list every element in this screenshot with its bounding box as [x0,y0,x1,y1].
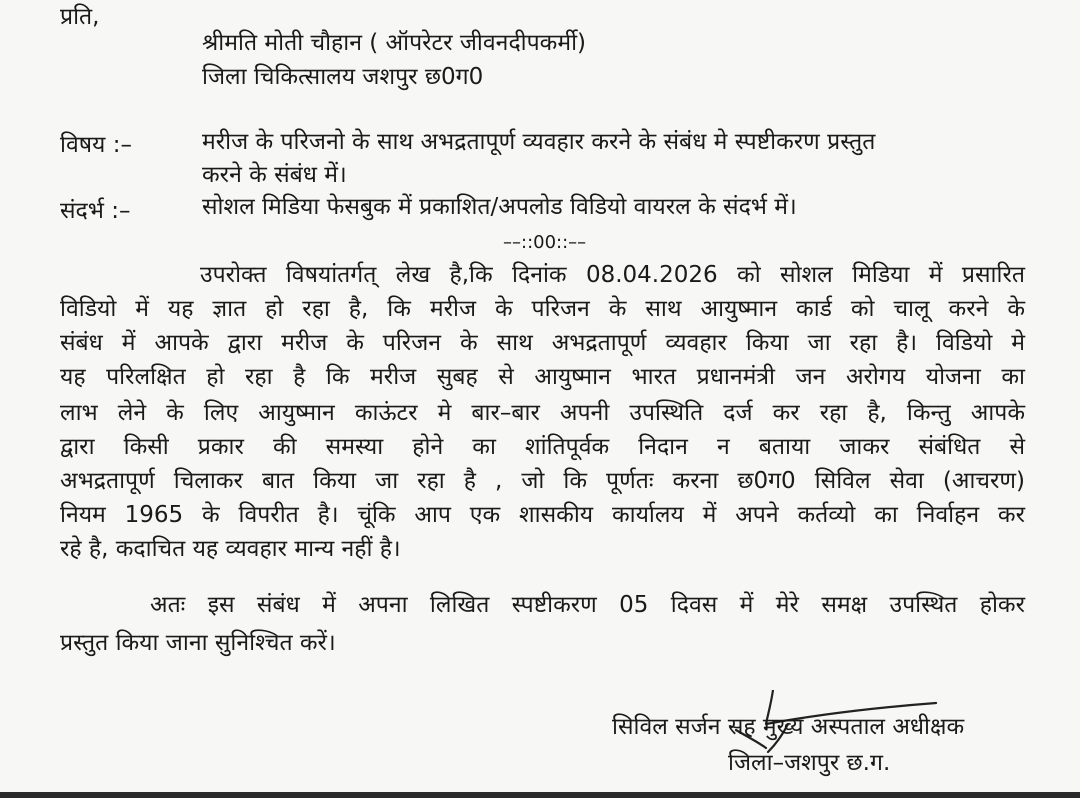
separator: ––::00::–– [503,232,587,253]
paragraph-line: अभद्रतापूर्ण चिलाकर बात किया जा रहा है , जो कि पूर्णतः करना छ0ग0 सिविल सेवा (आचरण) [60,468,1025,494]
paragraph-line: द्वारा किसी प्रकार की समस्या होने का शांतिपूर्वक निदान न बताया जाकर संबंधित से [60,434,1026,460]
paragraph-line: उपरोक्त विषयांतर्गत् लेख है,कि दिनांक 08.04.2026 को सोशल मिडिया में प्रसारित [200,262,1025,288]
recipient-name: श्रीमति मोती चौहान ( ऑपरेटर जीवनदीपकर्मी) [202,30,587,56]
signatory-designation: सिविल सर्जन सह मुख्य अस्पताल अधीक्षक [612,714,965,740]
reference-text: सोशल मिडिया फेसबुक में प्रकाशित/अपलोड विडियो वायरल के संदर्भ में। [202,194,797,220]
paragraph-line: संबंध में आपके द्वारा मरीज के परिजन के साथ अभद्रतापूर्ण व्यवहार किया जा रहा है। विडियो मे [60,330,1025,356]
to-label: प्रति, [60,4,100,30]
paragraph-line: अतः इस संबंध में अपना लिखित स्पष्टीकरण 05 दिवस में मेरे समक्ष उपस्थित होकर [150,592,1025,618]
paragraph-line: नियम 1965 के विपरीत है। चूंकि आप एक शासकीय कार्यालय में अपने कर्तव्यो का निर्वाहन कर [60,502,1025,528]
subject-line-1: मरीज के परिजनो के साथ अभद्रतापूर्ण व्यवहार करने के संबंध मे स्पष्टीकरण प्रस्तुत [202,129,876,155]
paragraph-line: यह परिलक्षित हो रहा है कि मरीज सुबह से आयुष्मान भारत प्रधानमंत्री जन अरोगय योजना का [60,364,1025,390]
paragraph-line: प्रस्तुत किया जाना सुनिश्चित करें। [60,630,336,656]
recipient-address: जिला चिकित्सालय जशपुर छ0ग0 [202,64,484,90]
paragraph-line: लाभ लेने के लिए आयुष्मान काऊंटर मे बार–बार अपनी उपस्थिति दर्ज कर रहा है, किन्तु आपके [60,400,1025,426]
bottom-edge-bar [0,792,1080,798]
paragraph-line: विडियो में यह ज्ञात हो रहा है, कि मरीज के परिजन के साथ आयुष्मान कार्ड को चालू करने के [60,296,1025,322]
paragraph-line: रहे है, कदाचित यह व्यवहार मान्य नहीं है। [60,536,401,562]
subject-label: विषय :– [60,132,132,158]
subject-line-2: करने के संबंध में। [202,162,347,188]
reference-label: संदर्भ :– [60,198,131,224]
signatory-district: जिला–जशपुर छ.ग. [728,750,891,776]
